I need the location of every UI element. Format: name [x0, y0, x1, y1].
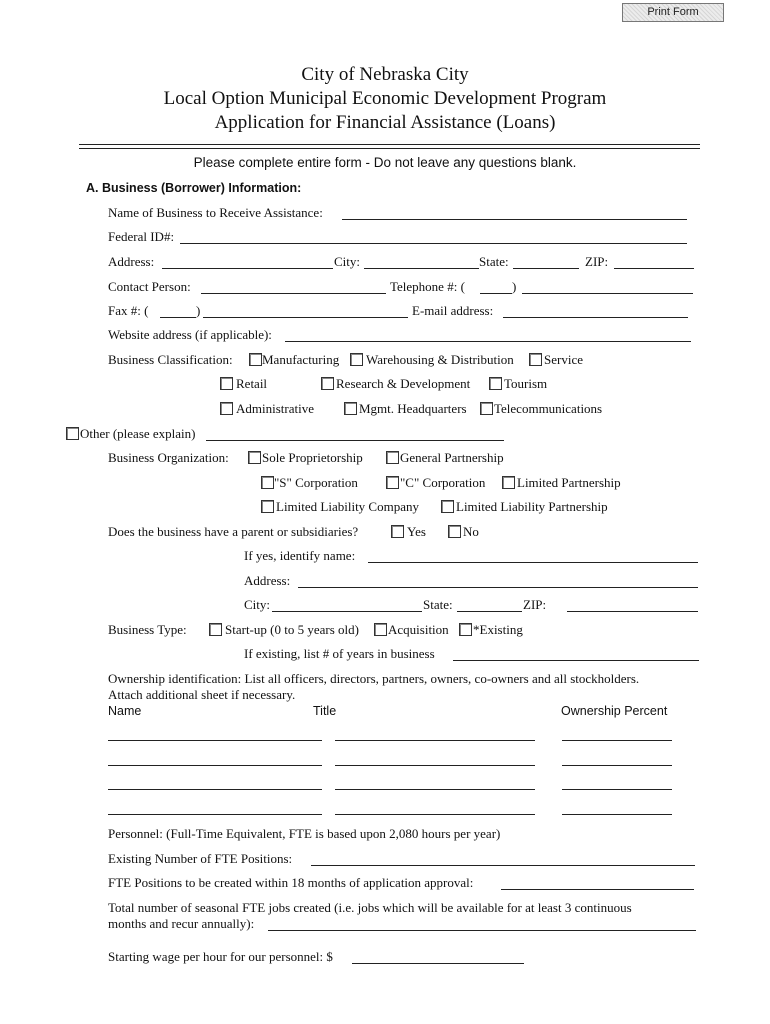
- federal-id-label: Federal ID#:: [108, 229, 175, 244]
- owner-4-title-field[interactable]: [335, 814, 535, 815]
- owner-4-percent-field[interactable]: [562, 814, 672, 815]
- fte-created-label: FTE Positions to be created within 18 months of application approval:: [108, 875, 474, 890]
- tourism-label: Tourism: [504, 376, 548, 391]
- limited-partnership-label: Limited Partnership: [517, 475, 621, 490]
- s-corporation-label: "S" Corporation: [274, 475, 358, 490]
- email-field[interactable]: [503, 317, 688, 318]
- parent-no-checkbox[interactable]: [448, 525, 461, 538]
- seasonal-fte-label-line2: months and recur annually):: [108, 916, 255, 931]
- acquisition-checkbox[interactable]: [374, 623, 387, 636]
- contact-person-label: Contact Person:: [108, 279, 191, 294]
- owner-3-name-field[interactable]: [108, 789, 322, 790]
- starting-wage-field[interactable]: [352, 963, 524, 964]
- s-corporation-checkbox[interactable]: [261, 476, 274, 489]
- llp-checkbox[interactable]: [441, 500, 454, 513]
- ownership-instruction: Ownership identification: List all officers, directors, partners, owners, co-owners and all stockholders.: [108, 671, 640, 686]
- limited-partnership-checkbox[interactable]: [502, 476, 515, 489]
- parent-state-label: State:: [423, 597, 453, 612]
- c-corporation-label: "C" Corporation: [400, 475, 486, 490]
- ownership-col-percent: Ownership Percent: [561, 704, 668, 718]
- research-checkbox[interactable]: [321, 377, 334, 390]
- email-label: E-mail address:: [412, 303, 494, 318]
- address-field[interactable]: [162, 268, 333, 269]
- personnel-label: Personnel: (Full-Time Equivalent, FTE is based upon 2,080 hours per year): [108, 826, 501, 841]
- manufacturing-label: Manufacturing: [262, 352, 340, 367]
- city-title: City of Nebraska City: [301, 64, 469, 85]
- parent-name-label: If yes, identify name:: [244, 548, 356, 563]
- service-label: Service: [544, 352, 583, 367]
- telephone-area-field[interactable]: [480, 293, 512, 294]
- state-field[interactable]: [513, 268, 579, 269]
- warehousing-label: Warehousing & Distribution: [366, 352, 514, 367]
- ownership-col-title: Title: [313, 704, 337, 718]
- sole-proprietorship-checkbox[interactable]: [248, 451, 261, 464]
- general-partnership-checkbox[interactable]: [386, 451, 399, 464]
- zip-label: ZIP:: [585, 254, 609, 269]
- application-title: Application for Financial Assistance (Loans): [214, 112, 556, 133]
- address-label: Address:: [108, 254, 155, 269]
- parent-city-label: City:: [244, 597, 271, 612]
- owner-2-title-field[interactable]: [335, 765, 535, 766]
- parent-no-label: No: [463, 524, 479, 539]
- administrative-label: Administrative: [236, 401, 314, 416]
- existing-label: *Existing: [473, 622, 523, 637]
- seasonal-fte-label-line1: Total number of seasonal FTE jobs created (i.e. jobs which will be available for at least 3 continuous: [108, 900, 632, 915]
- parent-question: Does the business have a parent or subsidiaries?: [108, 524, 359, 539]
- telecom-checkbox[interactable]: [480, 402, 493, 415]
- fax-field[interactable]: [203, 317, 408, 318]
- retail-label: Retail: [236, 376, 268, 391]
- city-label: City:: [334, 254, 361, 269]
- ownership-col-name: Name: [108, 704, 142, 718]
- other-label: Other (please explain): [80, 426, 196, 441]
- print-form-button[interactable]: Print Form: [622, 3, 724, 22]
- c-corporation-checkbox[interactable]: [386, 476, 399, 489]
- instruction-text: Please complete entire form - Do not leave any questions blank.: [193, 155, 577, 170]
- telephone-field[interactable]: [522, 293, 693, 294]
- parent-yes-checkbox[interactable]: [391, 525, 404, 538]
- website-label: Website address (if applicable):: [108, 327, 272, 342]
- ownership-attach-note: Attach additional sheet if necessary.: [108, 687, 296, 702]
- section-a-heading: A. Business (Borrower) Information:: [86, 181, 302, 195]
- existing-fte-label: Existing Number of FTE Positions:: [108, 851, 293, 866]
- parent-yes-label: Yes: [407, 524, 426, 539]
- owner-1-title-field[interactable]: [335, 740, 535, 741]
- business-name-field[interactable]: [342, 219, 687, 220]
- website-field[interactable]: [285, 341, 691, 342]
- organization-label: Business Organization:: [108, 450, 229, 465]
- tourism-checkbox[interactable]: [489, 377, 502, 390]
- acquisition-label: Acquisition: [388, 622, 449, 637]
- business-type-label: Business Type:: [108, 622, 187, 637]
- parent-city-field[interactable]: [272, 611, 422, 612]
- seasonal-fte-field[interactable]: [268, 930, 696, 931]
- divider-top: [79, 144, 700, 145]
- startup-label: Start-up (0 to 5 years old): [225, 622, 359, 637]
- city-field[interactable]: [364, 268, 479, 269]
- parent-address-label: Address:: [244, 573, 291, 588]
- parent-address-field[interactable]: [298, 587, 698, 588]
- fax-close-paren: ): [196, 303, 201, 318]
- other-explain-field[interactable]: [206, 440, 504, 441]
- zip-field[interactable]: [614, 268, 694, 269]
- service-checkbox[interactable]: [529, 353, 542, 366]
- telephone-close-paren: ): [512, 279, 517, 294]
- starting-wage-label: Starting wage per hour for our personnel: $: [108, 949, 333, 964]
- years-existing-label: If existing, list # of years in business: [244, 646, 435, 661]
- manufacturing-checkbox[interactable]: [249, 353, 262, 366]
- startup-checkbox[interactable]: [209, 623, 222, 636]
- parent-state-field[interactable]: [457, 611, 522, 612]
- state-label: State:: [479, 254, 509, 269]
- research-label: Research & Development: [336, 376, 471, 391]
- mgmt-hq-label: Mgmt. Headquarters: [359, 401, 467, 416]
- federal-id-field[interactable]: [180, 243, 687, 244]
- mgmt-hq-checkbox[interactable]: [344, 402, 357, 415]
- contact-person-field[interactable]: [201, 293, 386, 294]
- owner-3-percent-field[interactable]: [562, 789, 672, 790]
- fax-area-field[interactable]: [160, 317, 196, 318]
- classification-label: Business Classification:: [108, 352, 233, 367]
- llc-checkbox[interactable]: [261, 500, 274, 513]
- parent-zip-label: ZIP:: [523, 597, 547, 612]
- owner-1-percent-field[interactable]: [562, 740, 672, 741]
- warehousing-checkbox[interactable]: [350, 353, 363, 366]
- business-name-label: Name of Business to Receive Assistance:: [108, 205, 323, 220]
- administrative-checkbox[interactable]: [220, 402, 233, 415]
- existing-fte-field[interactable]: [311, 865, 695, 866]
- divider-bottom: [79, 148, 700, 149]
- parent-name-field[interactable]: [368, 562, 698, 563]
- retail-checkbox[interactable]: [220, 377, 233, 390]
- parent-zip-field[interactable]: [567, 611, 698, 612]
- existing-checkbox[interactable]: [459, 623, 472, 636]
- other-checkbox[interactable]: [66, 427, 79, 440]
- owner-2-percent-field[interactable]: [562, 765, 672, 766]
- telecom-label: Telecommunications: [494, 401, 603, 416]
- owner-1-name-field[interactable]: [108, 740, 322, 741]
- fte-created-field[interactable]: [501, 889, 694, 890]
- fax-label: Fax #: (: [108, 303, 149, 318]
- sole-proprietorship-label: Sole Proprietorship: [262, 450, 363, 465]
- llc-label: Limited Liability Company: [276, 499, 419, 514]
- telephone-label: Telephone #: (: [390, 279, 465, 294]
- llp-label: Limited Liability Partnership: [456, 499, 608, 514]
- general-partnership-label: General Partnership: [400, 450, 504, 465]
- owner-3-title-field[interactable]: [335, 789, 535, 790]
- program-title: Local Option Municipal Economic Development Program: [163, 88, 607, 109]
- owner-4-name-field[interactable]: [108, 814, 322, 815]
- years-existing-field[interactable]: [453, 660, 699, 661]
- owner-2-name-field[interactable]: [108, 765, 322, 766]
